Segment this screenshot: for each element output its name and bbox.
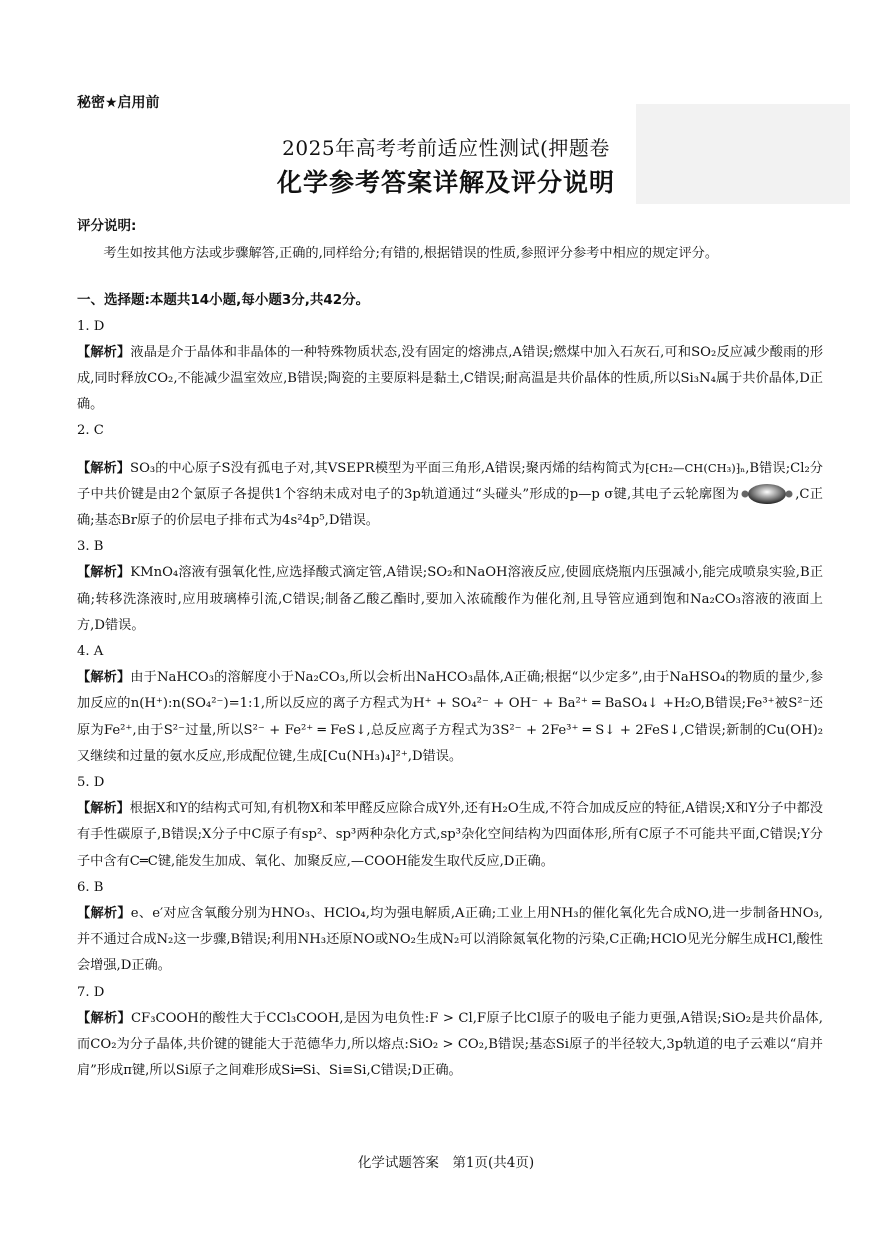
- document-title: 化学参考答案详解及评分说明: [276, 168, 615, 197]
- secret-label: 秘密★启用前: [77, 95, 160, 111]
- question-number: 3. B: [77, 539, 104, 555]
- content-body: [77, 213, 823, 1085]
- analysis-text: SO₃的中心原子S没有孤电子对,其VSEPR模型为平面三角形,A错误;聚丙烯的结构简式为: [130, 460, 646, 476]
- question-number: 7. D: [77, 984, 105, 1000]
- p-p-sigma-orbital-icon: [739, 483, 795, 505]
- question-block: [77, 534, 823, 639]
- question-analysis: [77, 560, 823, 639]
- question-analysis: [77, 665, 823, 770]
- question-block: [77, 418, 823, 534]
- analysis-tag: 【解析】: [77, 670, 131, 686]
- question-analysis: [77, 340, 823, 419]
- question-number: 4. A: [77, 644, 104, 660]
- analysis-tag: 【解析】: [77, 565, 131, 581]
- question-analysis: [77, 1006, 823, 1085]
- analysis-tag: 【解析】: [77, 460, 131, 476]
- analysis-text: 由于NaHCO₃的溶解度小于Na₂CO₃,所以会析出NaHCO₃晶体,A正确;根据“以少定多”,由于NaHSO₄的物质的量少,参加反应的n(H⁺):n(SO₄²⁻)=1:1,所以反应的离子方程式为H⁺ + SO₄²⁻ + OH⁻ + Ba²⁺ ═ BaSO₄↓ +H₂O,B错误;Fe³⁺被S²⁻还原为Fe²⁺,由于S²⁻过量,所以S²⁻ + Fe²⁺ ═ FeS↓,总反应离子方程式为3S²⁻ + 2Fe³⁺ ═ S↓ + 2FeS↓,C错误;新制的Cu(OH)₂又继续和过量的氨水反应,形成配位键,生成[Cu(NH₃)₄]²⁺,D错误。: [77, 670, 823, 764]
- question-number: 1. D: [77, 318, 105, 334]
- analysis-text: e、e′对应含氧酸分别为HNO₃、HClO₄,均为强电解质,A正确;工业上用NH₃的催化氧化先合成NO,进一步制备HNO₃,并不通过合成N₂这一步骤,B错误;利用NH₃还原NO或NO₂生成N₂可以消除氮氧化物的污染,C正确;HClO见光分解生成HCl,酸性会增强,D正确。: [77, 906, 823, 974]
- question-block: [77, 875, 823, 980]
- question-analysis: [77, 901, 823, 980]
- analysis-text: KMnO₄溶液有强氧化性,应选择酸式滴定管,A错误;SO₂和NaOH溶液反应,使圆底烧瓶内压强减小,能完成喷泉实验,B正确;转移洗涤液时,应用玻璃棒引流,C错误;制备乙酸乙酯时,要加入浓硫酸作为催化剂,且导管应通到饱和Na₂CO₃溶液的液面上方,D错误。: [77, 565, 824, 633]
- question-block: [77, 980, 823, 1085]
- exam-title: 2025年高考考前适应性测试(押题卷: [282, 136, 610, 160]
- question-analysis: [77, 796, 823, 875]
- analysis-text: CF₃COOH的酸性大于CCl₃COOH,是因为电负性:F > Cl,F原子比Cl原子的吸电子能力更强,A错误;SiO₂是共价晶体,而CO₂为分子晶体,共价键的键能大于范德华力,所以熔点:SiO₂ > CO₂,B错误;基态Si原子的半径较大,3p轨道的电子云难以“肩并肩”形成π键,所以Si原子之间难形成Si═Si、Si≡Si,C错误;D正确。: [77, 1010, 823, 1079]
- analysis-tag: 【解析】: [77, 801, 130, 817]
- question-block: [77, 770, 823, 875]
- analysis-text: 液晶是介于晶体和非晶体的一种特殊物质状态,没有固定的熔沸点,A错误;燃煤中加入石灰石,可和SO₂反应减少酸雨的形成,同时释放CO₂,不能减少温室效应,B错误;陶瓷的主要原料是黏土,C错误;耐高温是共价晶体的性质,所以Si₃N₄属于共价晶体,D正确。: [77, 344, 824, 413]
- analysis-tag: 【解析】: [77, 906, 131, 922]
- analysis-text: ,B错误;Cl₂分子中共价键是由2个氯原子各提供1个容纳未成对电子的3p轨道通过“头碰头”形成的p—p σ键,其电子云轮廓图为: [77, 460, 823, 502]
- question-number: 6. B: [77, 879, 104, 895]
- question-number: 5. D: [77, 775, 105, 791]
- question-block: [77, 639, 823, 770]
- analysis-text: 根据X和Y的结构式可知,有机物X和苯甲醛反应除合成Y外,还有H₂O生成,不符合加成反应的特征,A错误;X和Y分子中都没有手性碳原子,B错误;X分子中C原子有sp²、sp³两种杂化方式,sp³杂化空间结构为四面体形,所有C原子不可能共平面,C错误;Y分子中含有C═C键,能发生加成、氧化、加聚反应,—COOH能发生取代反应,D正确。: [77, 801, 823, 869]
- page-footer: 化学试题答案 第1页(共4页): [357, 1155, 535, 1171]
- question-analysis: [77, 455, 823, 535]
- analysis-tag: 【解析】: [77, 344, 131, 360]
- notes-text: 考生如按其他方法或步骤解答,正确的,同样给分;有错的,根据错误的性质,参照评分参考中相应的规定评分。: [103, 246, 719, 262]
- analysis-text: ,C正确;基态Br原子的价层电子排布式为4s²4p⁵,D错误。: [77, 486, 823, 529]
- section-heading: 一、选择题:本题共14小题,每小题3分,共42分。: [77, 292, 370, 309]
- question-block: [77, 314, 823, 419]
- question-number: 2. C: [77, 423, 104, 439]
- notes-heading: 评分说明:: [77, 218, 137, 234]
- analysis-tag: 【解析】: [77, 1010, 131, 1026]
- polypropylene-formula: ⁅CH₂—CH(CH₃)⁆ₙ: [645, 460, 746, 475]
